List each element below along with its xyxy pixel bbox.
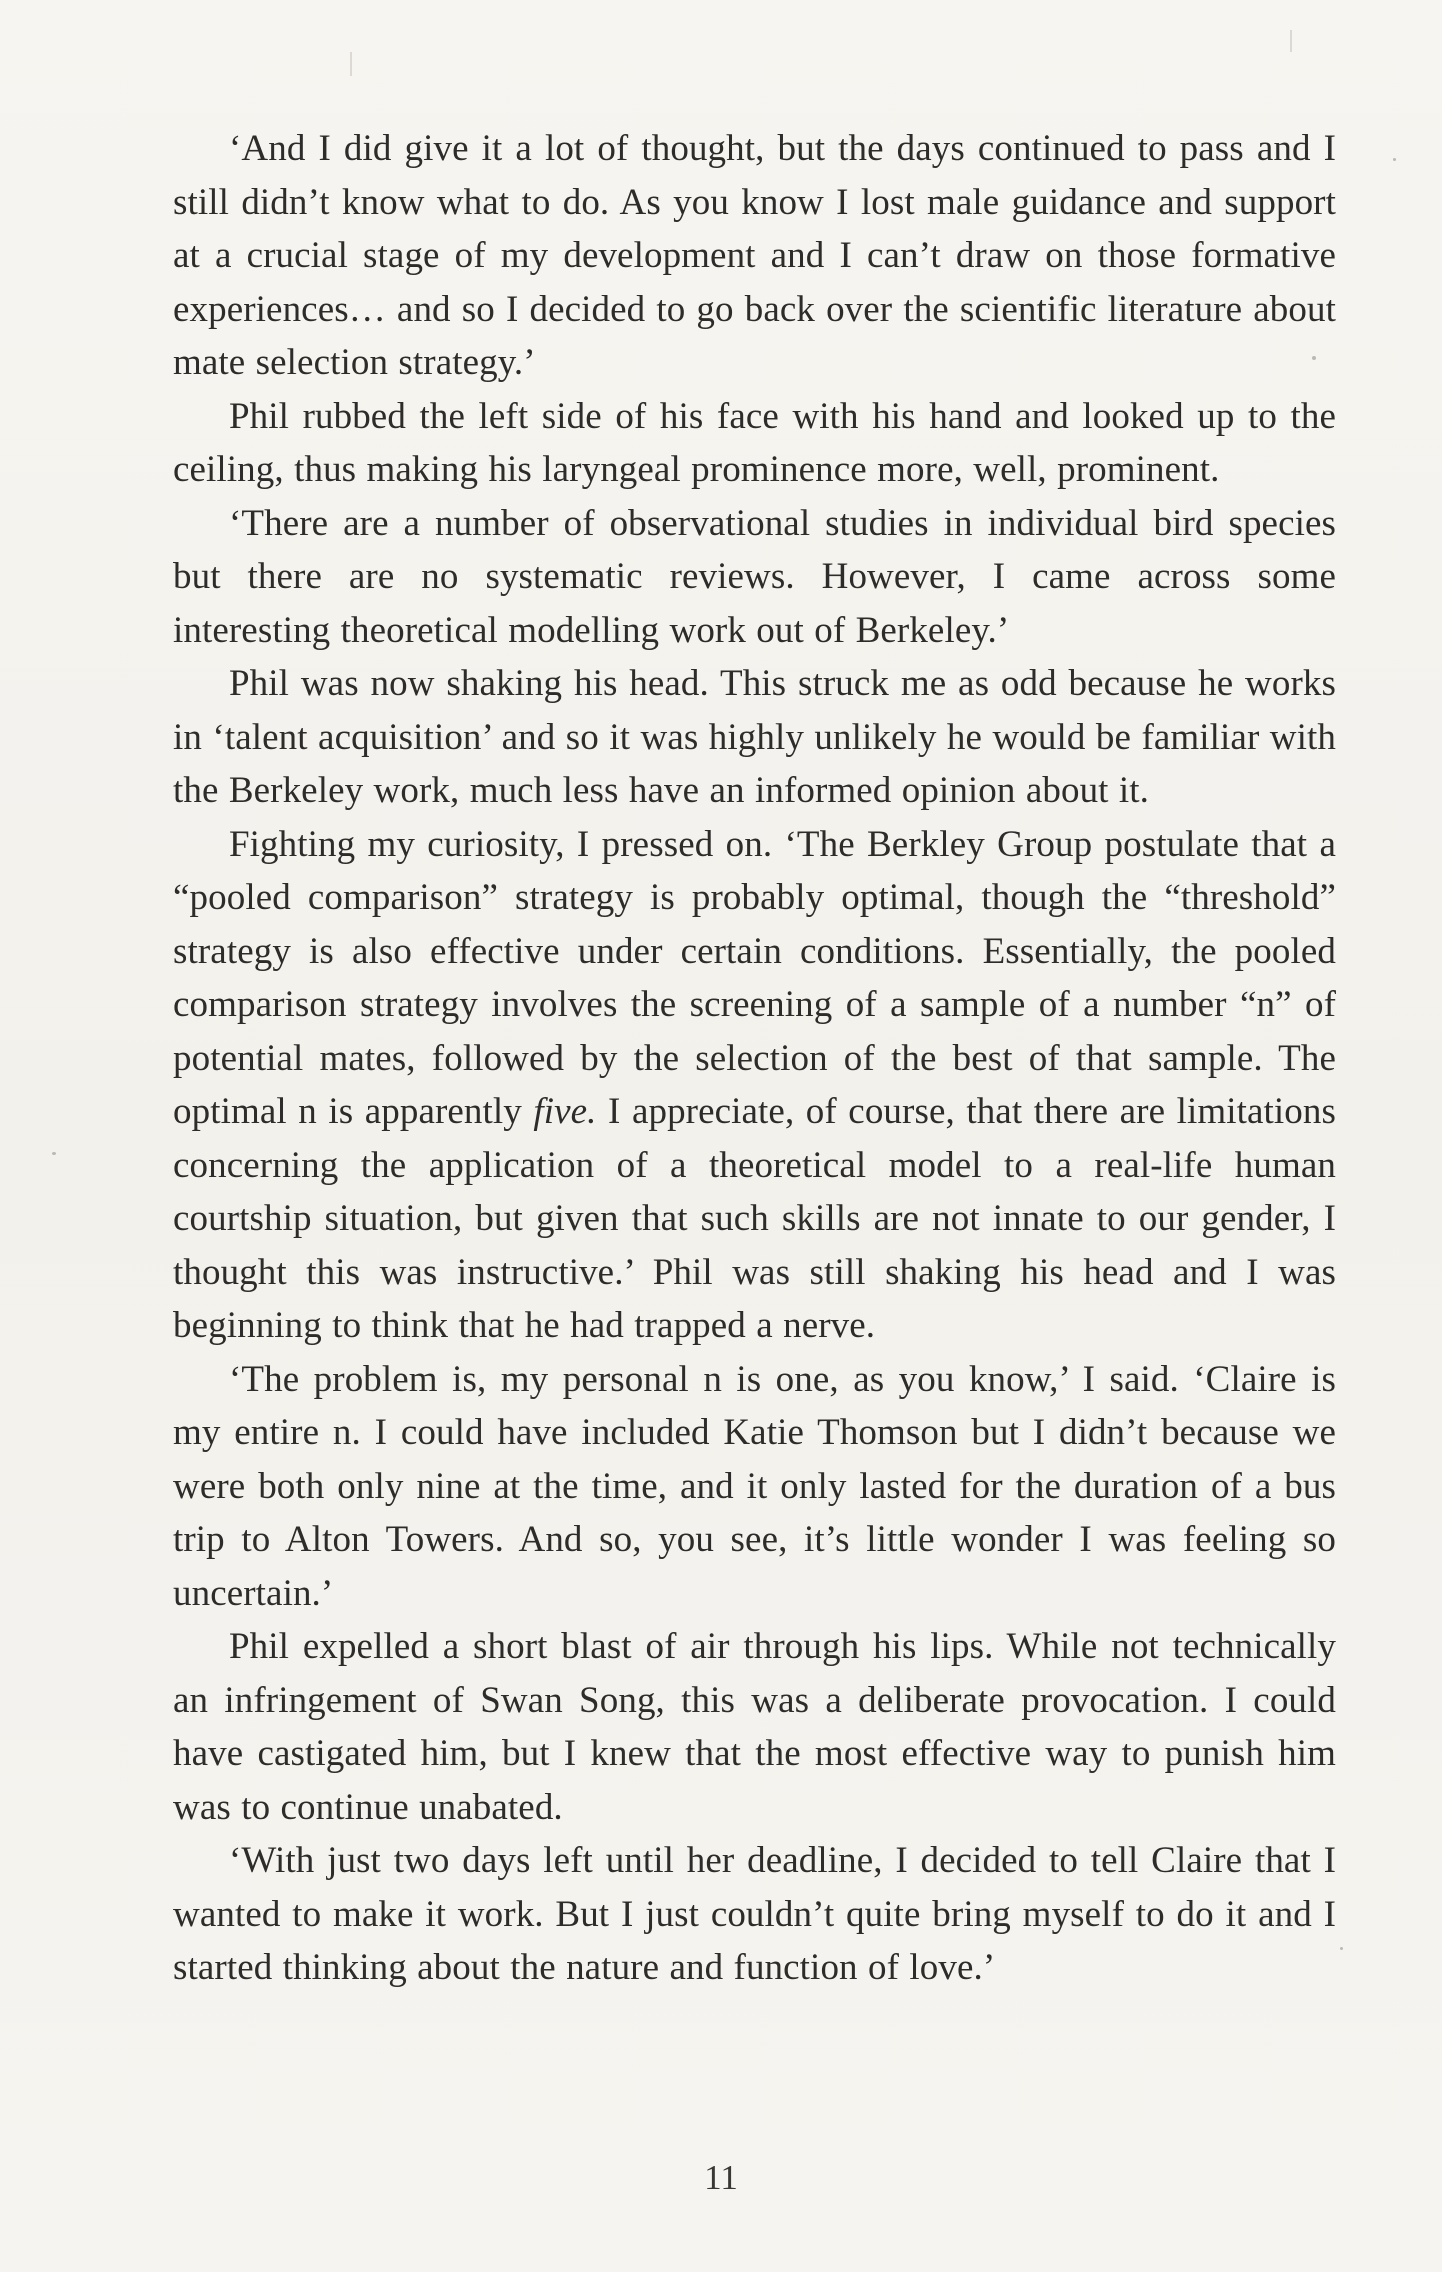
paragraph: ‘The problem is, my personal n is one, as you know,’ I said. ‘Claire is my entire n. I could have included Katie Thomson but I didn’t because we were both only nine at the time, and it only lasted for the duration of a bus trip to Alton Towers. And so, you see, it’s little wonder I was feeling so uncertain.’ xyxy=(173,1358,1336,1614)
paper-speck xyxy=(1393,158,1396,161)
paragraph xyxy=(173,818,1336,1353)
paragraph: Phil expelled a short blast of air through his lips. While not technically an infringement of Swan Song, this was a deliberate provocation. I could have castigated him, but I knew that the most effective way to punish him was to continue unabated. xyxy=(173,1626,1336,1828)
paragraph: Phil rubbed the left side of his face with his hand and looked up to the ceiling, thus making his laryngeal prominence more, well, prominent. xyxy=(173,395,1336,490)
paragraph: Phil was now shaking his head. This struck me as odd because he works in ‘talent acquisition’ and so it was highly unlikely he would be familiar with the Berkeley work, much less have an informed opinion about it. xyxy=(173,663,1336,811)
page-crease-top xyxy=(350,52,352,76)
paragraph: ‘With just two days left until her deadline, I decided to tell Claire that I wanted to make it work. But I just couldn’t quite bring myself to do it and I started thinking about the nature and function of love.’ xyxy=(173,1840,1336,1988)
paragraph-text: Fighting my curiosity, I pressed on. ‘The Berkley Group postulate that a “pooled comparison” strategy is probably optimal, though the “threshold” strategy is also effective under certain conditions. Essentially, the pooled comparison strategy involves the screening of a sample of a number “n” of potential mates, followed by the selection of the best of that sample. The optimal n is apparently xyxy=(173,823,1336,1132)
paragraph: ‘And I did give it a lot of thought, but the days continued to pass and I still didn’t know what to do. As you know I lost male guidance and support at a crucial stage of my development and I can’t draw on those formative experiences… and so I decided to go back over the scientific literature about mate selection strategy.’ xyxy=(173,128,1336,383)
page-crease-right xyxy=(1290,30,1292,52)
paragraph-text: I appreciate, of course, that there are limitations concerning the application of a theoretical model to a real-life human courtship situation, but given that such skills are not innate to our gender, I thought this was instructive.’ Phil was still shaking his head and I was beginning to think that he had trapped a nerve. xyxy=(173,1091,1336,1346)
body-text xyxy=(173,122,1336,1995)
emphasized-word: five. xyxy=(533,1091,597,1132)
paper-speck xyxy=(52,1152,56,1155)
paragraph: ‘There are a number of observational studies in individual bird species but there are no systematic reviews. However, I came across some interesting theoretical modelling work out of Berkeley.’ xyxy=(173,502,1336,651)
page-number: 11 xyxy=(704,2158,738,2197)
paper-speck xyxy=(1340,1947,1343,1950)
